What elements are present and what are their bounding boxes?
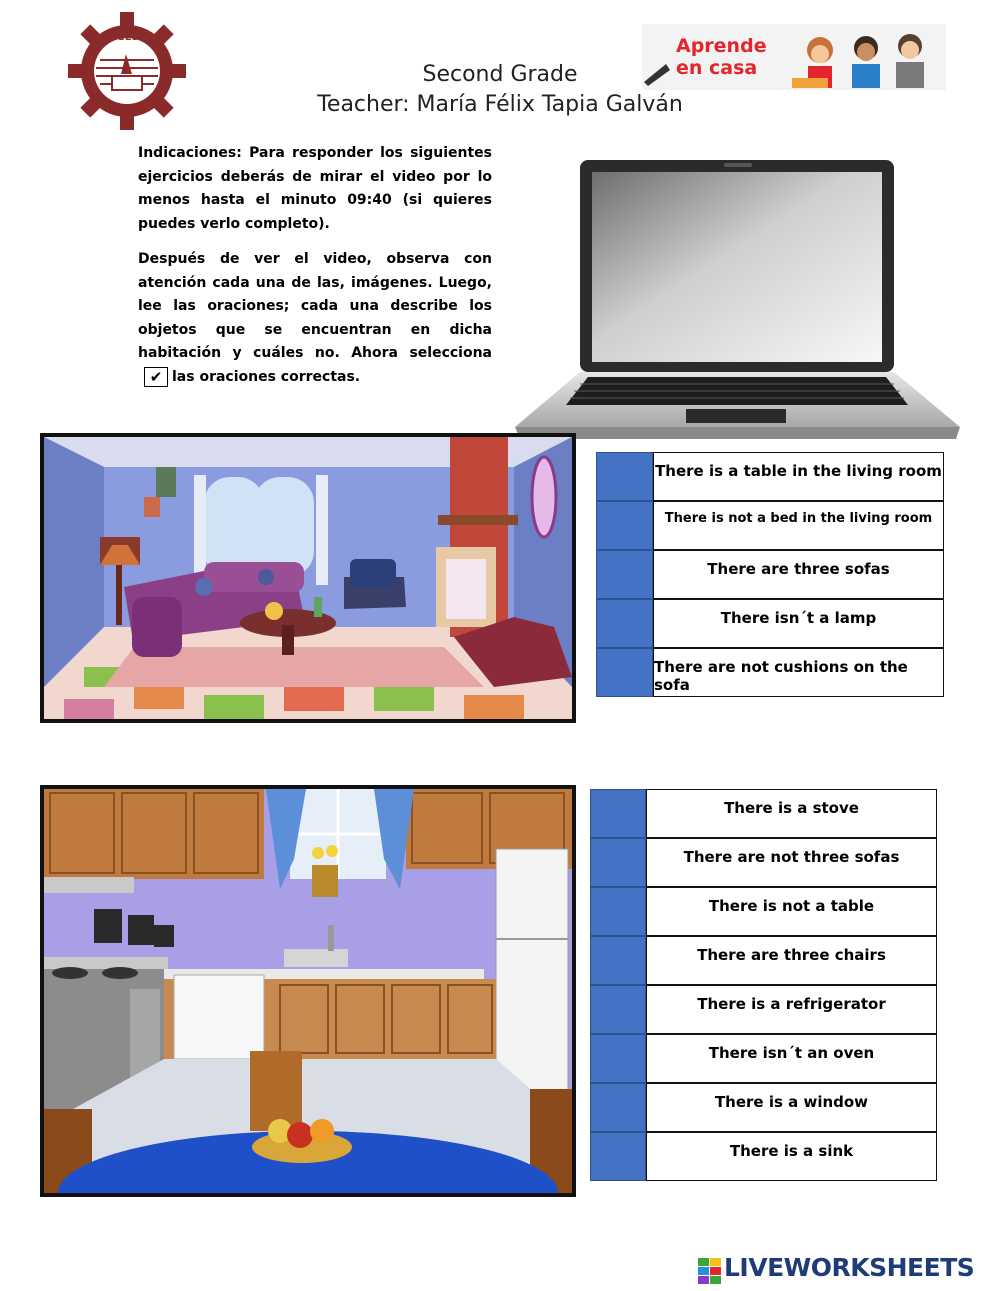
answer-sentence: There is a window xyxy=(646,1083,937,1132)
answer-sentence: There isn´t an oven xyxy=(646,1034,937,1083)
answer-row xyxy=(596,648,944,697)
answer-row xyxy=(596,599,944,648)
answer-sentence: There are three sofas xyxy=(653,550,944,599)
logo-text: DGEST xyxy=(108,32,146,43)
living-room-image xyxy=(40,433,576,723)
answer-checkbox[interactable] xyxy=(590,936,646,985)
answer-sentence: There is not a bed in the living room xyxy=(653,501,944,550)
checkmark-icon: ✔ xyxy=(144,367,168,387)
instructions xyxy=(138,142,492,401)
answer-checkbox[interactable] xyxy=(596,648,653,697)
answer-row xyxy=(590,789,937,838)
answer-checkbox[interactable] xyxy=(590,887,646,936)
dgest-logo xyxy=(66,10,188,132)
kitchen-illustration xyxy=(44,789,572,1193)
answer-row xyxy=(590,887,937,936)
answer-checkbox[interactable] xyxy=(590,1132,646,1181)
answer-checkbox[interactable] xyxy=(596,599,653,648)
answer-checkbox[interactable] xyxy=(590,789,646,838)
answer-sentence: There is a sink xyxy=(646,1132,937,1181)
living-room-illustration xyxy=(44,437,572,719)
answer-sentence: There is a table in the living room xyxy=(653,452,944,501)
aprende-en-casa-banner xyxy=(642,24,946,90)
answer-sentence: There are not three sofas xyxy=(646,838,937,887)
answer-row xyxy=(590,985,937,1034)
header-title xyxy=(300,60,700,120)
answer-checkbox[interactable] xyxy=(590,1083,646,1132)
instructions-paragraph-2 xyxy=(138,248,492,389)
teacher-label: Teacher: María Félix Tapia Galván xyxy=(317,92,683,117)
answer-checkbox[interactable] xyxy=(596,550,653,599)
answer-sentence: There are not cushions on the sofa xyxy=(653,648,944,697)
kitchen-answers xyxy=(590,789,938,1181)
answer-row xyxy=(590,1034,937,1083)
answer-checkbox[interactable] xyxy=(596,501,653,550)
answer-row xyxy=(596,452,944,501)
answer-checkbox[interactable] xyxy=(590,838,646,887)
answer-row xyxy=(596,501,944,550)
living-room-answers xyxy=(596,452,946,698)
kitchen-image xyxy=(40,785,576,1197)
answer-checkbox[interactable] xyxy=(590,1034,646,1083)
answer-sentence: There is a stove xyxy=(646,789,937,838)
answer-row xyxy=(590,1132,937,1181)
answer-row xyxy=(590,1083,937,1132)
grade-label: Second Grade xyxy=(422,62,578,87)
instructions-paragraph-1: Indicaciones: Para responder los siguientes ejercicios deberás de mirar el video por lo menos hasta el minuto 09:40 (si quieres puedes verlo completo). xyxy=(138,145,492,232)
answer-sentence: There is not a table xyxy=(646,887,937,936)
instructions-paragraph-2-end: las oraciones correctas. xyxy=(172,368,361,385)
answer-row xyxy=(596,550,944,599)
answer-sentence: There is a refrigerator xyxy=(646,985,937,1034)
liveworksheets-brand[interactable]: LIVEWORKSHEETS xyxy=(724,1253,975,1282)
banner-line2: en casa xyxy=(676,57,758,79)
answer-checkbox[interactable] xyxy=(596,452,653,501)
answer-sentence: There isn´t a lamp xyxy=(653,599,944,648)
laptop-image xyxy=(510,155,965,447)
answer-sentence: There are three chairs xyxy=(646,936,937,985)
liveworksheets-icon xyxy=(698,1258,722,1284)
banner-line1: Aprende xyxy=(676,35,767,57)
instructions-paragraph-2-text: Después de ver el video, observa con atención cada una de las, imágenes. Luego, lee las oraciones; cada una describe los objetos que se encuentran en dicha habitación y cuáles no. Ahora selecciona xyxy=(138,251,492,361)
answer-row xyxy=(590,936,937,985)
answer-row xyxy=(590,838,937,887)
answer-checkbox[interactable] xyxy=(590,985,646,1034)
